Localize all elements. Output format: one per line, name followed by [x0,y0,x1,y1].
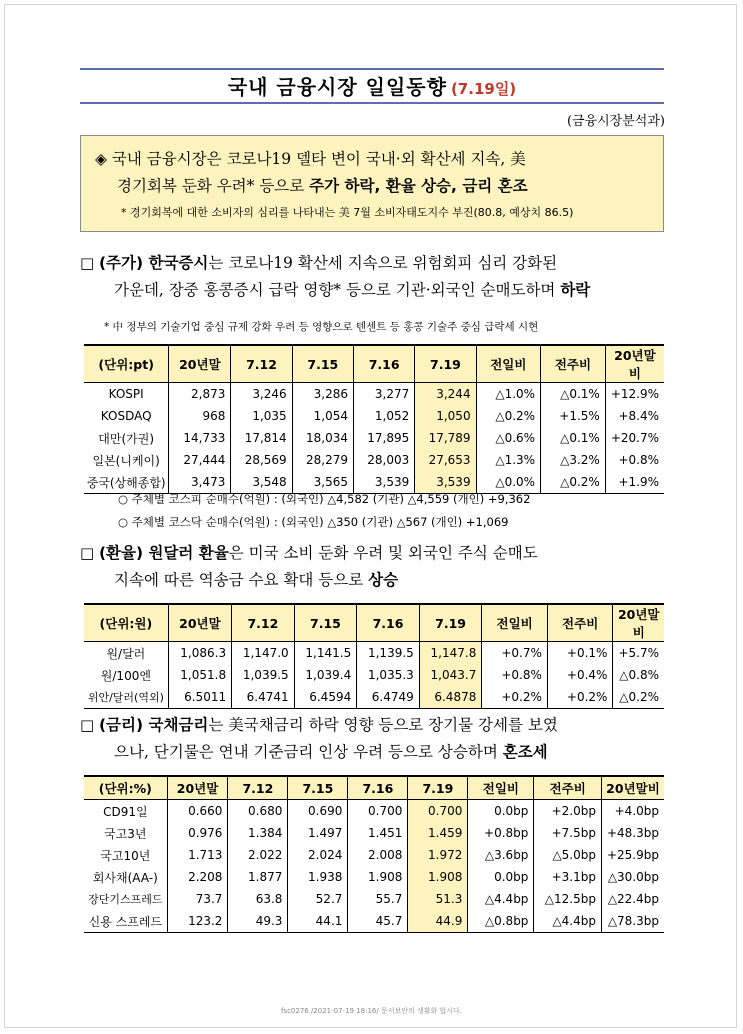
cell: 1,039.5 [232,664,295,686]
col-header: 20년말비 [605,345,664,383]
stock-conclusion: 하락 [560,281,591,299]
col-header: 전주비 [534,776,602,800]
cell: 0.690 [288,800,348,823]
cell: △0.2% [476,405,541,427]
rates-conclusion: 혼조세 [502,743,548,761]
cell: 123.2 [167,910,228,933]
row-label: KOSPI [108,387,144,401]
stock-category: (주가) [98,254,149,272]
cell: △0.6% [476,427,541,449]
table-row [84,427,664,449]
cell: 1.497 [288,822,348,844]
rates-line-2 [80,739,670,766]
rates-paragraph [80,712,670,766]
cell: +0.7% [482,642,548,665]
col-header: (단위:%) [84,776,167,800]
cell-current: 1.908 [408,866,468,888]
cell: 3,539 [353,471,414,494]
cell: △0.2% [613,686,664,709]
cell: +25.9bp [601,844,664,866]
cell: +8.4% [605,405,664,427]
row-label: 국고3년 [104,826,147,841]
table-row [84,642,664,665]
cell-current: 0.700 [408,800,468,823]
row-label: 회사채(AA-) [92,870,158,885]
cell: 52.7 [288,888,348,910]
cell: 1,141.5 [294,642,357,665]
cell: 3,246 [231,383,292,406]
table-row [84,822,664,844]
cell: +0.2% [547,686,613,709]
cell: +12.9% [605,383,664,406]
cell: △1.3% [476,449,541,471]
cell: 2.022 [228,844,288,866]
stock-text-2: 가운데, 장중 홍콩증시 급락 영향* 등으로 기관·외국인 순매도하며 [114,281,561,299]
cell: 0.680 [228,800,288,823]
col-header: 20년말 [169,345,231,383]
stock-subject: 한국증시 [148,254,209,272]
cell: 968 [169,405,231,427]
stock-line-2 [80,277,670,304]
cell: △3.6bp [468,844,534,866]
summary-text: 경기회복 둔화 우려* 등으로 [117,177,310,195]
cell: 0.0bp [468,866,534,888]
cell: 73.7 [167,888,228,910]
summary-footnote: * 경기회복에 대한 소비자의 심리를 나타내는 美 7월 소비자태도지수 부진(80.8, 예상치 86.5) [121,206,574,219]
cell: 0.660 [167,800,228,823]
cell: △0.8bp [468,910,534,933]
row-label: CD91일 [103,804,148,819]
cell: △4.4bp [534,910,602,933]
fx-line-2 [80,567,670,594]
cell: 3,277 [353,383,414,406]
row-label: 원/달러 [106,646,146,661]
summary-box [80,135,664,232]
cell: 1.908 [348,866,408,888]
cell: +0.2% [482,686,548,709]
fx-text-2: 지속에 따른 역송금 수요 확대 등으로 [114,571,369,589]
cell: △4.4bp [468,888,534,910]
cell: +48.3bp [601,822,664,844]
cell: 17,814 [231,427,292,449]
summary-line-1: ◈ 국내 금융시장은 코로나19 델타 변이 국내·외 확산세 지속, 美 [95,150,526,168]
fx-table [84,603,664,709]
cell: △0.1% [541,383,606,406]
cell: △0.1% [541,427,606,449]
fx-subject: 원달러 환율 [148,544,229,562]
cell-current: 17,789 [415,427,476,449]
fx-paragraph [80,540,670,594]
cell: 1.877 [228,866,288,888]
table-row [84,888,664,910]
cell: 2.008 [348,844,408,866]
col-header: (단위:원) [84,604,168,642]
cell: 2.024 [288,844,348,866]
cell-current: 1.972 [408,844,468,866]
cell: 2.208 [167,866,228,888]
table-row [84,800,664,823]
report-date: (7.19일) [450,80,517,98]
cell: 1.384 [228,822,288,844]
cell-current: 3,244 [415,383,476,406]
checkbox-square-icon: □ [80,544,99,562]
table-row [84,449,664,471]
cell-current: 44.9 [408,910,468,933]
cell: 1,054 [292,405,353,427]
cell: 1,035.3 [357,664,420,686]
col-header: (단위:pt) [84,345,169,383]
cell-current: 51.3 [408,888,468,910]
row-label: 원/100엔 [100,668,151,683]
fx-category: (환율) [98,544,149,562]
cell: 1,147.0 [232,642,295,665]
cell-current: 6.4878 [419,686,482,709]
cell: +0.8% [482,664,548,686]
cell: +3.1bp [534,866,602,888]
stock-footnote: * 中 정부의 기술기업 중심 규제 강화 우려 등 영향으로 텐센트 등 홍콩 기술주 중심 급락세 시현 [104,321,539,333]
cell: 28,003 [353,449,414,471]
fx-table-header [84,604,664,642]
col-header: 7.19 [415,345,476,383]
col-header: 전일비 [468,776,534,800]
cell-current: 1,050 [415,405,476,427]
cell: △0.8% [613,664,664,686]
cell: 28,279 [292,449,353,471]
cell: △5.0bp [534,844,602,866]
cell: +4.0bp [601,800,664,823]
stock-text: 는 코로나19 확산세 지속으로 위험회피 심리 강화된 [208,254,558,272]
cell-current: 1.459 [408,822,468,844]
cell: 1,051.8 [168,664,231,686]
cell: △0.0% [476,471,541,494]
cell: △12.5bp [534,888,602,910]
rates-text: 는 美국채금리 하락 영향 등으로 장기물 강세를 보였 [208,716,558,734]
cell: +1.5% [541,405,606,427]
col-header: 20년말비 [601,776,664,800]
cell: 0.0bp [468,800,534,823]
row-label: 국고10년 [100,848,151,863]
table-row [84,664,664,686]
rates-text-2: 으나, 단기물은 연내 기준금리 인상 우려 등으로 상승하며 [114,743,503,761]
kosdaq-flow-bullet: ○ 주체별 코스닥 순매수(억원) : (외국인) △350 (기관) △567 (개인) +1,069 [118,515,509,529]
col-header: 전일비 [476,345,541,383]
page-title: 국내 금융시장 일일동향 [227,75,447,99]
footer-watermark: fsc0276 /2021-07-19 18:16/ 문서보안의 생활화 합시다. [280,1007,463,1015]
cell: 17,895 [353,427,414,449]
cell: 6.4749 [357,686,420,709]
checkbox-square-icon: □ [80,716,99,734]
fx-line-1 [80,540,670,567]
cell: 1.938 [288,866,348,888]
table-row [84,844,664,866]
rates-table-header [84,776,664,800]
kospi-flow-bullet: ○ 주체별 코스피 순매수(억원) : (외국인) △4,582 (기관) △4,559 (개인) +9,362 [118,492,531,506]
cell: △0.2% [541,471,606,494]
cell: +20.7% [605,427,664,449]
rates-table [84,775,664,933]
cell: +7.5bp [534,822,602,844]
cell-current: 1,147.8 [419,642,482,665]
cell: △78.3bp [601,910,664,933]
col-header: 20년말 [168,604,231,642]
summary-conclusion: 주가 하락, 환율 상승, 금리 혼조 [309,177,528,195]
cell: 1,052 [353,405,414,427]
col-header: 7.19 [408,776,468,800]
col-header: 7.15 [288,776,348,800]
cell: 18,034 [292,427,353,449]
row-label: 일본(니케이) [92,453,160,468]
cell-current: 3,539 [415,471,476,494]
col-header: 7.15 [294,604,357,642]
col-header: 7.12 [231,345,292,383]
cell: 55.7 [348,888,408,910]
checkbox-square-icon: □ [80,254,99,272]
col-header: 7.16 [353,345,414,383]
cell: 3,548 [231,471,292,494]
rates-subject: 국채금리 [148,716,209,734]
col-header: 7.16 [357,604,420,642]
title-bar [80,68,664,104]
cell: △1.0% [476,383,541,406]
cell: 1,035 [231,405,292,427]
col-header: 7.12 [232,604,295,642]
cell: 6.5011 [168,686,231,709]
cell: +2.0bp [534,800,602,823]
row-label: 위안/달러(역외) [84,686,168,709]
cell-current: 1,043.7 [419,664,482,686]
col-header: 전주비 [541,345,606,383]
table-row [84,405,664,427]
cell: +1.9% [605,471,664,494]
cell: 1.451 [348,822,408,844]
cell: 1,139.5 [357,642,420,665]
cell: 0.700 [348,800,408,823]
cell: 0.976 [167,822,228,844]
stock-table [84,344,664,494]
cell: +0.8bp [468,822,534,844]
cell: 28,569 [231,449,292,471]
col-header: 7.12 [228,776,288,800]
cell: +0.8% [605,449,664,471]
cell: 6.4594 [294,686,357,709]
cell: 3,473 [169,471,231,494]
fx-conclusion: 상승 [368,571,399,589]
row-label: 신용 스프레드 [84,910,167,933]
row-label: 장단기스프레드 [88,893,163,906]
table-row [84,910,664,933]
cell: 45.7 [348,910,408,933]
cell: △3.2% [541,449,606,471]
table-row [84,383,664,406]
cell: 44.1 [288,910,348,933]
cell: 49.3 [228,910,288,933]
rates-category: (금리) [98,716,149,734]
col-header: 전일비 [482,604,548,642]
table-row [84,686,664,709]
col-header: 7.15 [292,345,353,383]
row-label: 중국(상해종합) [84,471,169,494]
row-label: KOSDAQ [100,409,152,423]
cell: 1,039.4 [294,664,357,686]
cell: 1.713 [167,844,228,866]
cell: +0.1% [547,642,613,665]
stock-line-1 [80,250,670,277]
cell: +0.4% [547,664,613,686]
col-header: 7.16 [348,776,408,800]
cell: 27,444 [169,449,231,471]
cell: 3,286 [292,383,353,406]
cell: △30.0bp [601,866,664,888]
cell: 14,733 [169,427,231,449]
cell: 2,873 [169,383,231,406]
fx-text: 은 미국 소비 둔화 우려 및 외국인 주식 순매도 [228,544,538,562]
row-label: 대만(가권) [98,431,155,446]
col-header: 20년말 [167,776,228,800]
col-header: 전주비 [547,604,613,642]
cell-current: 27,653 [415,449,476,471]
cell: 6.4741 [232,686,295,709]
summary-line-2 [95,173,649,200]
rates-line-1 [80,712,670,739]
cell: +5.7% [613,642,664,665]
cell: 1,086.3 [168,642,231,665]
cell: 3,565 [292,471,353,494]
department: (금융시장분석과) [566,114,665,129]
cell: 63.8 [228,888,288,910]
table-row [84,866,664,888]
col-header: 7.19 [419,604,482,642]
stock-paragraph [80,250,670,304]
col-header: 20년말비 [613,604,664,642]
cell: △22.4bp [601,888,664,910]
stock-table-header [84,345,664,383]
